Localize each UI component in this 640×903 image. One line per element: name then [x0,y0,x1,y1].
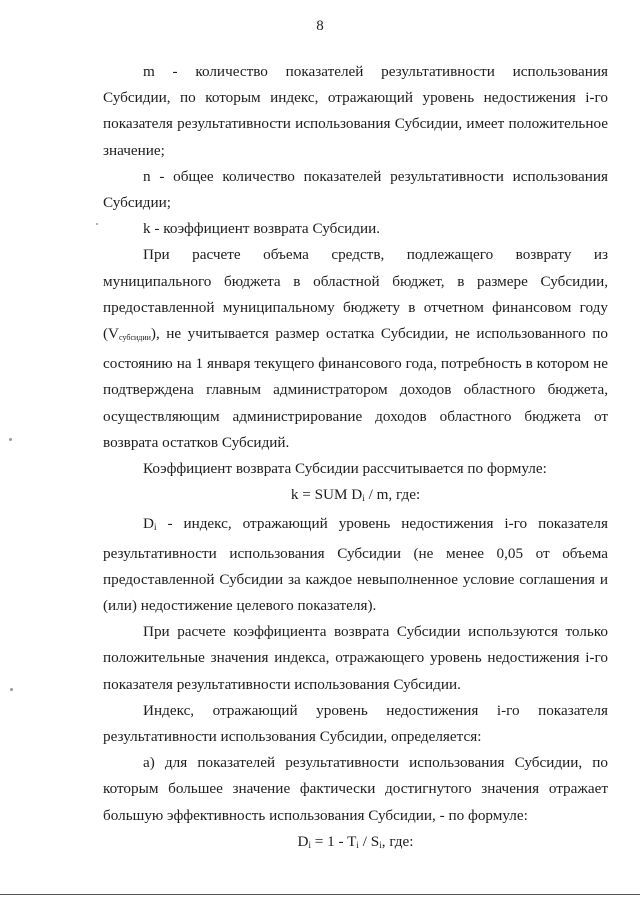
paragraph-return-calculation-text-b: ), не учитывается размер остатка Субсидии, не использованного по состоянию на 1 января текущего финансового года, потребность в котором не подтверждена главным администратором доходов областного бюджета, осуществляющим администрирование доходов областного бюджета от возврата остатков Субсидий. [103,325,608,451]
page-bottom-edge [0,894,640,895]
paragraph-index-determination: Индекс, отражающий уровень недостижения i-го показателя результативности использования Субсидии, определяется: [103,701,608,746]
document-body [103,59,608,858]
formula-di-d-subscript: i [308,839,311,850]
paragraph-return-calculation [103,242,608,456]
formula-k-subscript: i [362,493,365,504]
formula-k-part-b: / m, где: [364,486,421,504]
page-number: 8 [316,18,324,34]
paragraph-coefficient-intro: Коэффициент возврата Субсидии рассчитывается по формуле: [143,460,547,478]
scan-dot [10,688,13,691]
scan-dot [9,438,12,441]
formula-di-mid: = 1 - T [311,832,357,850]
formula-di-slash: / S [358,832,380,850]
formula-k-part-a: k = SUM D [290,486,363,504]
paragraph-return-calculation-text-a: При расчете объема средств, подлежащего возврату из муниципального бюджета в областной бюджет, в размере Субсидии, предоставленной муниципальному бюджету в отчетном финансовом году (V [103,246,608,343]
paragraph-positive-values: При расчете коэффициента возврата Субсидии используются только положительные значения индекса, отражающего уровень недостижения i-го показателя результативности использования Субсидии. [103,623,608,693]
scan-dot [96,223,98,225]
formula-di [103,829,608,858]
formula-di-d: D [297,832,309,850]
formula-k [103,482,608,511]
paragraph-m-definition: m - количество показателей результативности использования Субсидии, по которым индекс, отражающий уровень недостижения i-го показателя результативности использования Субсидии, имеет положительное значение; [103,63,608,159]
di-symbol: D [143,515,154,533]
formula-di-end: , где: [381,832,414,850]
formula-di-s-subscript: i [379,839,382,850]
di-definition-text: - индекс, отражающий уровень недостижения i-го показателя результативности использования Субсидии (не менее 0,05 от объема предоставленной Субсидии за каждое невыполненное условие соглашения и (или) недостижение целевого показателя). [103,515,608,615]
v-subscript: субсидии [119,333,151,343]
formula-di-t-subscript: i [356,839,359,850]
paragraph-n-definition: n - общее количество показателей результативности использования Субсидии; [103,167,608,212]
paragraph-k-definition: k - коэффициент возврата Субсидии. [143,220,380,238]
di-subscript: i [153,522,157,533]
paragraph-case-a: а) для показателей результативности использования Субсидии, по которым большее значение фактически достигнутого значения отражает большую эффективность использования Субсидии, - по формуле: [103,754,608,824]
paragraph-di-definition [103,511,608,619]
